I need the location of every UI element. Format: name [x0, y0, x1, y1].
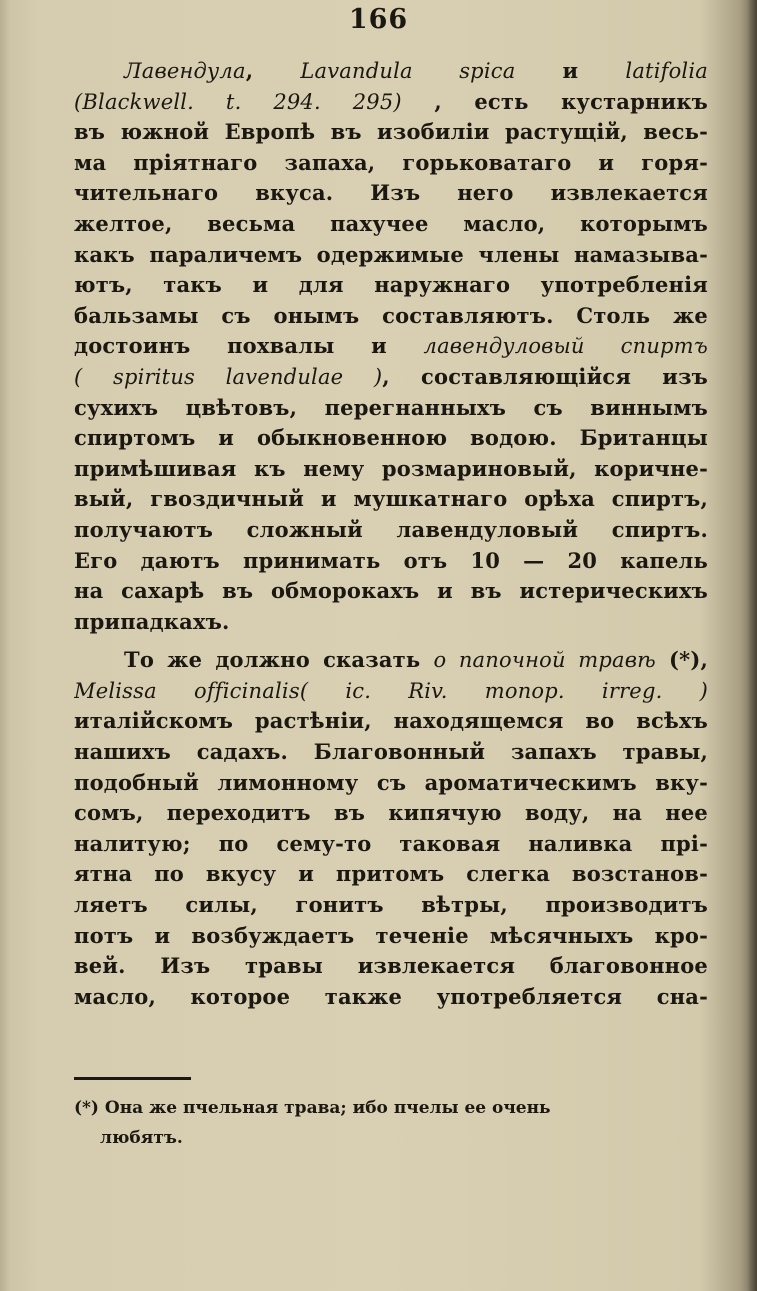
text-line: ютъ, такъ и для наружнаго употребленія: [74, 272, 708, 298]
footnote-line: любятъ.: [100, 1128, 183, 1148]
term-lavender-spirit: лавендуловый спиртъ: [423, 334, 708, 359]
footnote-reference: (*),: [655, 647, 708, 673]
footnote-divider: [74, 1077, 191, 1080]
text-line: [74, 645, 708, 676]
text-line: Его даютъ принимать отъ 10 — 20 капель: [74, 547, 708, 573]
text-line: масло, котороe также употребляется сна-: [74, 983, 708, 1009]
footnote: [74, 1093, 720, 1153]
text-fragment: , составляющійся изъ: [382, 363, 708, 389]
text-line: [74, 331, 708, 362]
text-line: [74, 56, 708, 87]
latin-name: latifolia: [625, 59, 708, 83]
text-line: ятна по вкусу и притомъ слегка возстанов-: [74, 861, 708, 887]
text-line: какъ параличемъ одержимые члены намазыва-: [74, 241, 708, 267]
main-text: [74, 56, 708, 1012]
latin-name: ( spiritus lavendulae ): [74, 364, 383, 389]
text-line: вый, гвоздичный и мушкатнаго орѣха спиртъ,: [74, 486, 708, 512]
footnote-text: Она же пчельная трава; ибо пчелы ее очень: [104, 1098, 551, 1118]
citation: (Blackwell. t. 294. 295): [74, 89, 402, 114]
term-melissa-russian: о папочной травѣ: [433, 648, 656, 673]
term-lavendula: Лавендула: [124, 59, 246, 83]
text-line: ляетъ силы, гонитъ вѣтры, производитъ: [74, 892, 708, 918]
text-line: [74, 87, 708, 118]
text-line: подобный лимонному съ ароматическимъ вку-: [74, 769, 708, 795]
text-line: желтое, весьма пахучее масло, которымъ: [74, 210, 708, 236]
paragraph-gap: [74, 637, 708, 645]
text-fragment: ,: [245, 58, 301, 83]
latin-name: Lavandula spica: [300, 59, 516, 83]
text-line: сухихъ цвѣтовъ, перегнанныхъ съ виннымъ: [74, 394, 708, 420]
citation: ( ic. Riv. monop. irreg. ): [299, 678, 708, 703]
page-edge-shadow: [747, 0, 757, 1291]
text-line: налитую; по сему-то таковая наливка прі-: [74, 830, 708, 856]
text-line: въ южной Европѣ въ изобиліи растущій, весь-: [74, 119, 708, 145]
text-fragment: и: [515, 58, 626, 83]
text-line: потъ и возбуждаетъ теченіе мѣсячныхъ кро-: [74, 922, 708, 948]
text-line: припадкахъ.: [74, 608, 230, 634]
page-number: 166: [348, 4, 409, 35]
text-line: примѣшивая къ нему розмариновый, коричне-: [74, 455, 708, 481]
footnote-line: [74, 1093, 720, 1123]
text-fragment: достоинъ похвалы и: [74, 333, 424, 359]
latin-name: Melissa officinalis: [74, 678, 300, 703]
text-line: вей. Изъ травы извлекается благовонное: [74, 953, 708, 979]
text-line: на сахарѣ въ обморокахъ и въ истерическихъ: [74, 578, 708, 604]
text-line: нашихъ садахъ. Благовонный запахъ травы,: [74, 739, 708, 765]
text-fragment: , есть кустарникъ: [401, 88, 708, 114]
text-line: [74, 676, 708, 707]
text-line: получаютъ сложный лавендуловый спиртъ.: [74, 516, 708, 542]
text-line: спиртомъ и обыкновенною водою. Британцы: [74, 425, 708, 451]
text-line: бальзамы съ онымъ составляютъ. Столь же: [74, 302, 708, 328]
text-line: чительнаго вкуса. Изъ него извлекается: [74, 180, 708, 206]
text-line: [74, 362, 708, 393]
text-line: италійскомъ растѣніи, находящемся во всѣхъ: [74, 708, 708, 734]
text-line: сомъ, переходитъ въ кипячую воду, на нее: [74, 800, 708, 826]
text-fragment: То же должно сказать: [124, 647, 434, 673]
footnote-marker: (*): [74, 1098, 99, 1118]
text-line: ма пріятнаго запаха, горьковатаго и горя-: [74, 149, 708, 175]
